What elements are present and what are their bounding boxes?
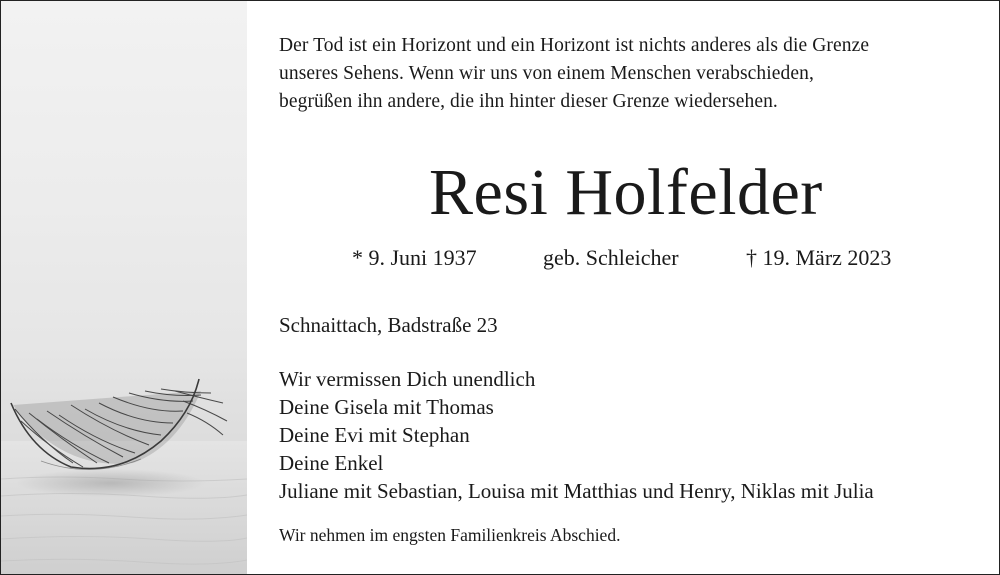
- mourner-line: Deine Evi mit Stephan: [279, 423, 470, 447]
- birth-date: * 9. Juni 1937: [352, 245, 477, 270]
- death-date: † 19. März 2023: [746, 245, 892, 270]
- address: Schnaittach, Badstraße 23: [279, 313, 498, 337]
- quote-line: begrüßen ihn andere, die ihn hinter dieser Grenze wiedersehen.: [279, 91, 778, 112]
- mourner-line: Wir vermissen Dich unendlich: [279, 367, 536, 391]
- quote-line: unseres Sehens. Wenn wir uns von einem Menschen verabschieden,: [279, 63, 814, 84]
- mourner-line: Deine Enkel: [279, 451, 384, 475]
- closing-note: Wir nehmen im engsten Familienkreis Abschied.: [279, 525, 621, 545]
- deceased-name: Resi Holfelder: [429, 156, 823, 229]
- quote-line: Der Tod ist ein Horizont und ein Horizont ist nichts anderes als die Grenze: [279, 35, 870, 56]
- quote: [279, 32, 869, 116]
- feather-image: [1, 1, 247, 574]
- mourners-list: [279, 365, 874, 505]
- mourner-line: Juliane mit Sebastian, Louisa mit Matthias und Henry, Niklas mit Julia: [279, 479, 874, 503]
- maiden-name: geb. Schleicher: [543, 245, 679, 270]
- feather-icon: [1, 1, 247, 574]
- mourner-line: Deine Gisela mit Thomas: [279, 395, 494, 419]
